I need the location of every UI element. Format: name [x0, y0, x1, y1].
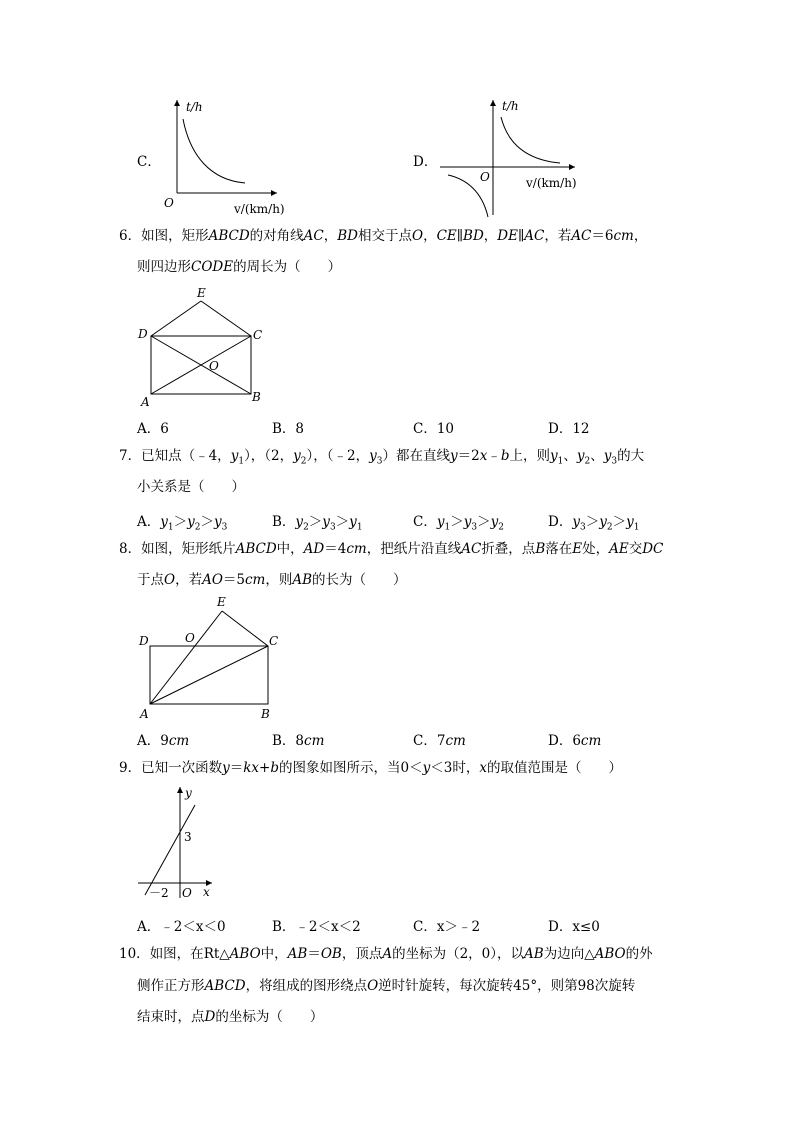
q7-option-b: B．$y_2>y_3>y_1$ — [272, 514, 363, 533]
q5-graph-c — [150, 95, 290, 220]
q5c-curve — [183, 119, 245, 183]
q6-option-a: A．6 — [137, 421, 169, 437]
q9-x-label: x — [203, 885, 210, 899]
q6-label-d: D — [138, 327, 148, 341]
q9-graph — [135, 783, 220, 903]
q8-segment-ce — [222, 611, 268, 646]
q6-line1: 6．如图，矩形ABCD的对角线AC，BD相交于点O，CE∥BD，DE∥AC，若AC＝6cm， — [119, 228, 648, 244]
q6-label-c: C — [253, 328, 263, 342]
q6-segment-de — [151, 301, 201, 336]
q10-line3: 结束时，点D的坐标为（ ） — [137, 1009, 324, 1025]
q8-option-c: C．7cm — [413, 733, 466, 749]
q10-line2: 侧作正方形ABCD，将组成的图形绕点O逆时针旋转，每次旋转45°，则第98次旋转 — [137, 978, 636, 994]
q8-diagonal-ac — [150, 646, 268, 704]
q9-option-c: C．x＞﹣2 — [413, 919, 481, 935]
q8-label-d: D — [139, 634, 149, 648]
q5c-origin: O — [164, 196, 174, 210]
q9-x-intercept: －2 — [149, 886, 169, 900]
q5-option-d-label: D． — [413, 154, 438, 170]
q5d-curve-q1 — [501, 117, 560, 163]
q8-label-e: E — [217, 595, 226, 609]
q8-label-o: O — [185, 631, 195, 645]
q9-option-d: D．x≤0 — [548, 919, 600, 935]
q9-function-line — [145, 805, 195, 895]
q8-option-a: A．9cm — [137, 733, 190, 749]
q6-figure — [135, 283, 270, 408]
q6-line2: 则四边形CODE的周长为（ ） — [137, 259, 342, 275]
q9-option-b: B．﹣2＜x＜2 — [272, 919, 361, 935]
q6-label-o: O — [209, 359, 219, 373]
q9-y-label: y — [185, 786, 192, 800]
q6-label-b: B — [252, 390, 261, 404]
q9-origin: O — [182, 886, 192, 900]
q6-label-e: E — [197, 286, 206, 300]
q6-option-d: D．12 — [548, 421, 590, 437]
q5c-y-label: t/h — [186, 100, 203, 114]
q5c-x-label: v/(km/h) — [234, 202, 285, 216]
q5-graph-d — [438, 95, 583, 220]
q6-option-b: B．8 — [272, 421, 305, 437]
q5d-origin: O — [480, 170, 490, 184]
q8-option-b: B．8cm — [272, 733, 325, 749]
q8-option-d: D．6cm — [548, 733, 602, 749]
q7-option-a: A．$y_1>y_2>y_3$ — [137, 514, 228, 533]
q8-label-b: B — [261, 707, 270, 721]
q5d-y-label: t/h — [502, 99, 519, 113]
q7-option-d: D．$y_3>y_2>y_1$ — [548, 514, 640, 533]
q8-segment-ae — [150, 611, 222, 704]
q8-figure — [135, 593, 285, 723]
q9-line1: 9．已知一次函数y＝kx+b的图象如图所示，当0＜y＜3时，x的取值范围是（ ） — [119, 760, 622, 776]
q6-option-c: C．10 — [413, 421, 455, 437]
q10-line1: 10．如图，在Rt△ABO中，AB＝OB，顶点A的坐标为（2，0），以AB为边向△ABO的外 — [119, 946, 653, 962]
q7-line1: 7．已知点（﹣4，$y_1$），（2，$y_2$），（﹣2，$y_3$）都在直线y＝2x﹣b上，则$y_1$、$y_2$、$y_3$的大 — [119, 448, 645, 467]
q9-option-a: A．﹣2＜x＜0 — [137, 919, 226, 935]
q6-segment-ce — [201, 301, 251, 336]
q8-line2: 于点O，若AO＝5cm，则AB的长为（ ） — [137, 572, 407, 588]
q7-option-c: C．$y_1>y_3>y_2$ — [413, 514, 504, 533]
q6-label-a: A — [141, 395, 150, 409]
q8-line1: 8．如图，矩形纸片ABCD中，AD＝4cm，把纸片沿直线AC折叠，点B落在E处，AE交DC — [119, 541, 664, 557]
q7-line2: 小关系是（ ） — [137, 479, 245, 495]
q5-option-c-label: C． — [137, 154, 161, 170]
q9-y-intercept: 3 — [184, 830, 192, 844]
q8-label-a: A — [140, 707, 149, 721]
q8-label-c: C — [269, 634, 279, 648]
q5d-x-label: v/(km/h) — [526, 176, 577, 190]
